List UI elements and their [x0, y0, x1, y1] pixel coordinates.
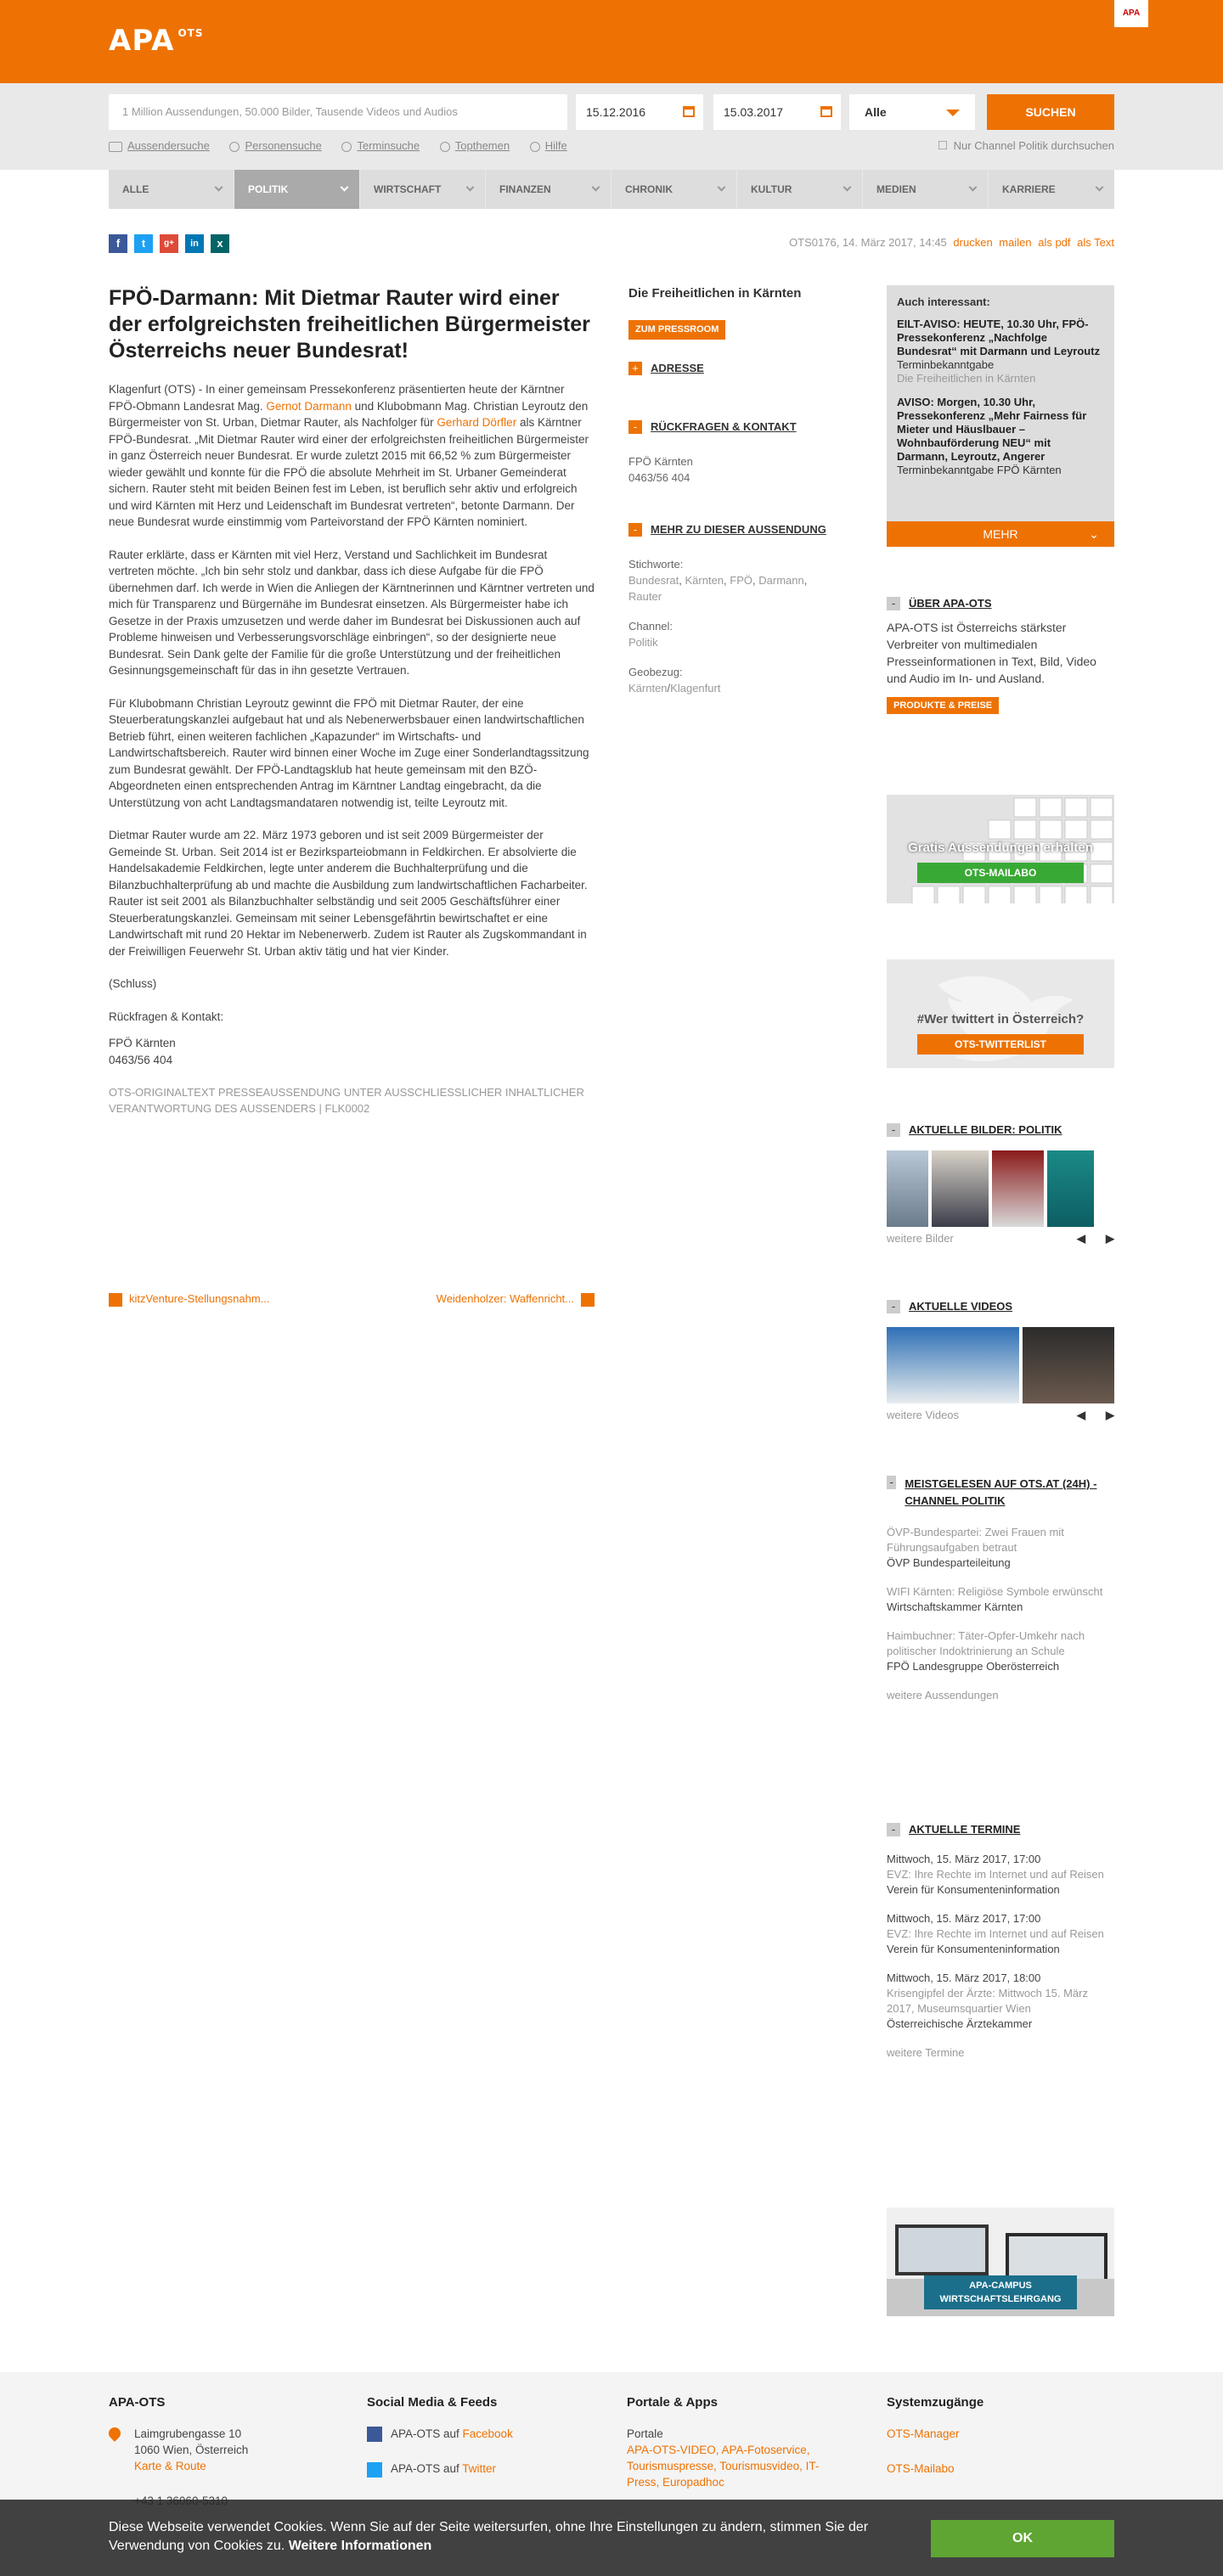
mailabo-text: Gratis Aussendungen erhalten — [908, 841, 1093, 855]
checkbox-icon[interactable] — [938, 141, 947, 149]
facebook-link[interactable]: Facebook — [462, 2427, 513, 2440]
ots-manager-link[interactable]: OTS-Manager — [887, 2427, 960, 2440]
mailabo-button[interactable]: OTS-MAILABO — [917, 863, 1084, 883]
article-closing: (Schluss) — [109, 977, 157, 990]
text-link[interactable]: als Text — [1077, 236, 1114, 249]
contact-heading: Rückfragen & Kontakt: — [109, 1010, 224, 1023]
pdf-link[interactable]: als pdf — [1038, 236, 1071, 249]
sender-info — [628, 285, 902, 696]
chevron-down-icon — [215, 183, 223, 192]
chevron-down-icon — [1096, 183, 1104, 192]
prev-article-link[interactable]: kitzVenture-Stellungsnahm... — [109, 1292, 269, 1307]
sender-title: Die Freiheitlichen in Kärnten — [628, 286, 802, 301]
arrow-right-icon[interactable]: ▶ — [1106, 1232, 1114, 1246]
minus-icon[interactable]: - — [887, 1300, 900, 1313]
article-title: FPÖ-Darmann: Mit Dietmar Rauter wird einer der erfolgreichsten freiheitlichen Bürgermeister Österreichs neuer Bundesrat! — [109, 286, 590, 363]
nav-item-alle[interactable]: ALLE — [109, 170, 234, 209]
events-section — [887, 1822, 1114, 2061]
thumbnail-image[interactable] — [932, 1150, 989, 1227]
search-input[interactable]: 1 Million Aussendungen, 50.000 Bilder, Tausende Videos und Audios — [109, 94, 567, 130]
video-thumbnails — [887, 1327, 1114, 1403]
thumbnail-image[interactable] — [992, 1150, 1044, 1227]
images-heading[interactable]: AKTUELLE BILDER: POLITIK — [909, 1123, 1062, 1136]
ots-id: OTS0176, 14. März 2017, 14:45 — [789, 236, 947, 249]
minus-icon[interactable]: - — [887, 1476, 896, 1489]
chevron-down-icon — [718, 183, 726, 192]
twitterlist-text: #Wer twittert in Österreich? — [916, 1012, 1085, 1026]
address-toggle[interactable]: ADRESSE — [651, 362, 704, 374]
article — [109, 285, 595, 1133]
date-search-link[interactable]: Terminsuche — [357, 139, 420, 152]
person-link-darmann[interactable]: Gernot Darmann — [266, 399, 352, 413]
chevron-down-icon — [466, 183, 475, 192]
chevron-down-icon — [843, 183, 852, 192]
campus-button[interactable]: APA-CAMPUS WIRTSCHAFTSLEHRGANG — [924, 2275, 1077, 2309]
most-read-list — [887, 1525, 1114, 1703]
article-paragraph: Für Klubobmann Christian Leyroutz gewinnt die FPÖ mit Dietmar Rauter, der eine Steuerberatungskanzlei aufgebaut hat und als Nebenerwerbsbauer einen landwirtschaftlichen Betrieb führt, einen weiteren fachlichen „Kapazunder“ im Wirtschafts- und Landwirtschaftsbereich. Rauter wird binnen einer Woche im Zuge einer Sonderlandtagssitzung zum Bundesrat gewählt. Der FPÖ-Landtagsklub hat heute gemeinsam mit den BZÖ-Abgeordneten einen entsprechenden Antrag im Kärntner Landtag eingebracht, da die Unterstützung von acht Landtagsmandataren notwendig ist, teilte Leyroutz mit. — [109, 696, 589, 809]
nav-item-karriere[interactable]: KARRIERE — [989, 170, 1114, 209]
article-paragraph: Klagenfurt (OTS) - In einer gemeinsam Pressekonferenz präsentierten heute der Kärntner FPÖ-Obmann Landesrat Mag. Gernot Darmann und Klubobmann Mag. Christian Leyroutz den Bürgermeister von St. Urban, Dietmar Rauter, als Nachfolger für Gerhard Dörfler als Kärntner FPÖ-Bundesrat. „Mit Dietmar Rauter wird einer der erfolgreichsten freiheitlichen Bürgermeister in ganz Österreich neuer Bundesrat. Er wurde zuletzt 2015 mit 66,52 % zum Bürgermeister wieder gewählt und konnte für die FPÖ die absolute Mehrheit im St. Urbaner Gemeinderat sichern. Rauter steht mit beiden Beinen fest im Leben, ist beruflich sehr aktiv und erfolgreich und wird Kärnten mit Herz und Leidenschaft im Bundesrat vertreten“, betonte Darmann. Der neue Bundesrat wurde einstimmig vom Parteivorstand der FPÖ Kärnten nominiert. — [109, 383, 589, 528]
arrow-left-icon — [109, 1293, 122, 1307]
map-link[interactable]: Karte & Route — [134, 2460, 206, 2472]
minus-icon[interactable]: - — [887, 1823, 900, 1836]
article-paragraph: Dietmar Rauter wurde am 22. März 1973 geboren und ist seit 2009 Bürgermeister der Gemeinde St. Urban. Seit 2014 ist er Bezirksparteiobmann in Feldkirchen. Er absolvierte die Handelsakademie Feldkirchen, legte unter anderem die Buchhalterprüfung und die Bilanzbuchhalterprüfung ab und machte die Ausbildung zum landwirtschaftlichen Facharbeiter. Rauter ist seit 2001 als Bilanzbuchhalter selbständig und seit 2005 Geschäftsführer einer Steuerberatungskanzlei. Gemeinsam mit seiner Lebensgefährtin bewirtschaftet er eine Landwirtschaft mit rund 20 Hektar im Nebenerwerb. Zudem ist Rauter als Zugskommandant in der Freiwilligen Feuerwehr St. Urban aktiv tätig und hat vier Kinder. — [109, 829, 588, 958]
nav-item-finanzen[interactable]: FINANZEN — [486, 170, 612, 209]
cookie-info-link[interactable]: Weitere Informationen — [288, 2539, 432, 2553]
more-videos-link[interactable]: weitere Videos — [887, 1409, 960, 1422]
article-paragraph: Rauter erklärte, dass er Kärnten mit viel Herz, Verstand und Sachlichkeit im Bundesrat vertreten möchte. „Ich bin sehr stolz und dankbar, dass ich diese Aufgabe für die FPÖ übernehmen darf. Ich werde in Wien die Anliegen der Kärntnerinnen und Kärntner vertreten und mich für Transparenz und Bürgernähe im Bundesrat einsetzen. Als Bürgermeister habe ich Gesetze in der Praxis umzusetzen und werde daher im Bundesrat bei Diskussionen auch auf Probleme hinweisen und Verbesserungsvorschläge einbringen“, so der designierte neue Bundesrat. Sein Dank gelte der Familie für die große Unterstützung und der freiheitlichen Gesinnungsgemeinschaft für das in ihn gesetzte Vertrauen. — [109, 548, 595, 677]
footer-col-portals: Portale & Apps Portale APA-OTS-VIDEO, APA-Fotoservice, Tourismuspresse, Tourismusvideo, IT-Press, Europadhoc — [627, 2395, 820, 2489]
tag-link[interactable]: Rauter — [628, 590, 662, 603]
contact-toggle[interactable]: RÜCKFRAGEN & KONTAKT — [651, 420, 797, 433]
chevron-down-icon: ⌄ — [1089, 527, 1099, 541]
sender-icon — [109, 142, 122, 152]
more-releases-link[interactable]: weitere Aussendungen — [887, 1689, 999, 1701]
nav-item-chronik[interactable]: CHRONIK — [612, 170, 737, 209]
date-from-field[interactable]: 15.12.2016 — [576, 94, 703, 130]
more-events-link[interactable]: weitere Termine — [887, 2046, 965, 2060]
also-interesting-box — [887, 285, 1114, 547]
image-thumbnails — [887, 1150, 1114, 1227]
twitter-icon[interactable]: t — [134, 234, 153, 253]
apa-ots-logo[interactable]: APA $^{OTS}$ — [109, 24, 204, 58]
event-link[interactable]: Krisengipfel der Ärzte: Mittwoch 15. März 2017, Museumsquartier Wien — [887, 1987, 1088, 2016]
nav-item-medien[interactable]: MEDIEN — [863, 170, 989, 209]
twitter-icon — [367, 2462, 382, 2478]
also-more-button[interactable]: MEHR ⌄ — [887, 521, 1114, 547]
tag-link[interactable]: Kärnten — [685, 574, 724, 587]
event-link[interactable]: EVZ: Ihre Rechte im Internet und auf Reisen — [887, 1927, 1104, 1941]
search-bar — [0, 83, 1223, 170]
list-item: Mittwoch, 15. März 2017, 17:00 EVZ: Ihre Rechte im Internet und auf Reisen Verein für Konsumenteninformation — [887, 1912, 1104, 1956]
keywords: Stichworte: Bundesrat, Kärnten, FPÖ, Darmann, Rauter — [628, 558, 808, 603]
person-search-link[interactable]: Personensuche — [245, 139, 322, 152]
location-icon — [106, 2425, 123, 2442]
globe-icon — [440, 142, 450, 152]
most-read-section — [887, 1476, 1114, 1703]
calendar-icon[interactable] — [820, 106, 832, 117]
thumbnail-image[interactable] — [1047, 1150, 1094, 1227]
most-read-link[interactable]: ÖVP-Bundespartei: Zwei Frauen mit Führungsaufgaben betraut — [887, 1526, 1064, 1554]
event-link[interactable]: EVZ: Ihre Rechte im Internet und auf Reisen — [887, 1868, 1104, 1881]
cookie-ok-button[interactable]: OK — [931, 2520, 1114, 2557]
linkedin-icon[interactable]: in — [185, 234, 204, 253]
chevron-down-icon — [969, 183, 978, 192]
arrow-right-icon — [581, 1293, 595, 1307]
more-images-link[interactable]: weitere Bilder — [887, 1232, 954, 1246]
chevron-down-icon — [341, 183, 349, 192]
google-plus-icon[interactable]: g+ — [160, 234, 178, 253]
also-item-source[interactable]: Die Freiheitlichen in Kärnten — [897, 372, 1036, 385]
print-link[interactable]: drucken — [953, 236, 993, 249]
thumbnail-image[interactable] — [887, 1150, 928, 1227]
nav-item-politik[interactable]: POLITIK — [234, 170, 360, 209]
person-link-doerfler[interactable]: Gerhard Dörfler — [437, 416, 517, 429]
arrow-left-icon[interactable]: ◀ — [1077, 1409, 1085, 1422]
cookie-text: Diese Webseite verwendet Cookies. Wenn Sie auf der Seite weitersurfen, ohne Ihre Einstellungen zu ändern, stimmen Sie der Verwendung von Cookies zu. Weitere Informationen — [109, 2520, 869, 2553]
portal-links[interactable]: APA-OTS-VIDEO, APA-Fotoservice, Tourismuspresse, Tourismusvideo, IT-Press, Europadhoc — [627, 2444, 820, 2489]
calendar-icon[interactable] — [683, 106, 695, 117]
article-meta — [789, 236, 1114, 249]
also-item-link[interactable]: EILT-AVISO: HEUTE, 10.30 Uhr, FPÖ-Pressekonferenz „Nachfolge Bundesrat“ mit Darmann und Leyroutz — [897, 318, 1101, 357]
category-select[interactable]: Alle — [849, 94, 975, 130]
more-toggle[interactable]: MEHR ZU DIESER AUSSENDUNG — [651, 523, 826, 536]
about-text: APA-OTS ist Österreichs stärkster Verbreiter von multimedialen Presseinformationen in Text, Bild, Video und Audio im In- und Ausland. — [887, 621, 1096, 686]
also-item-type: Terminbekanntgabe FPÖ Kärnten — [897, 464, 1062, 476]
nav-item-kultur[interactable]: KULTUR — [737, 170, 863, 209]
most-read-heading[interactable]: MEISTGELESEN AUF OTS.AT (24H) - CHANNEL POLITIK — [905, 1477, 1097, 1507]
contact-block: FPÖ Kärnten 0463/56 404 — [628, 455, 693, 484]
nav-item-wirtschaft[interactable]: WIRTSCHAFT — [360, 170, 486, 209]
facebook-icon — [367, 2427, 382, 2442]
about-section — [887, 596, 1114, 714]
list-item: ÖVP-Bundespartei: Zwei Frauen mit Führungsaufgaben betraut ÖVP Bundesparteileitung — [887, 1526, 1064, 1569]
videos-heading[interactable]: AKTUELLE VIDEOS — [909, 1300, 1013, 1313]
xing-icon[interactable]: x — [211, 234, 229, 253]
pressroom-button[interactable]: ZUM PRESSROOM — [628, 320, 725, 340]
tag-link[interactable]: Bundesrat — [628, 574, 679, 587]
person-icon — [229, 142, 240, 152]
chevron-down-icon — [592, 183, 600, 192]
events-list — [887, 1852, 1114, 2061]
list-item: WIFI Kärnten: Religiöse Symbole erwünscht Wirtschaftskammer Kärnten — [887, 1585, 1103, 1613]
geo-link[interactable]: Kärnten — [628, 682, 668, 695]
sender-search-link[interactable]: Aussendersuche — [127, 139, 210, 152]
also-item-link[interactable]: AVISO: Morgen, 10.30 Uhr, Pressekonferenz „Mehr Fairness für Mieter und Häuslbauer – Wohnbauförderung NEU“ mit Darmann, Leyroutz, Angerer — [897, 396, 1087, 463]
ots-mailabo-link[interactable]: OTS-Mailabo — [887, 2462, 955, 2475]
products-button[interactable]: PRODUKTE & PREISE — [887, 697, 999, 714]
footer-col-social: Social Media & Feeds APA-OTS auf Facebook APA-OTS auf Twitter — [367, 2394, 588, 2478]
geo-link[interactable]: Klagenfurt — [670, 682, 721, 695]
footer-col-apa: APA-OTS Laimgrubengasse 10 1060 Wien, Österreich Karte & Route — [109, 2394, 330, 2509]
arrow-left-icon[interactable]: ◀ — [1077, 1232, 1085, 1246]
channel-info: Channel: Politik — [628, 620, 673, 649]
minus-icon[interactable]: - — [628, 523, 642, 537]
chevron-down-icon — [946, 110, 960, 116]
video-thumbnail[interactable] — [887, 1327, 1019, 1403]
next-article-link[interactable]: Weidenholzer: Waffenricht... — [437, 1292, 595, 1307]
list-item: Mittwoch, 15. März 2017, 18:00 Krisengipfel der Ärzte: Mittwoch 15. März 2017, Museumsquartier Wien Österreichische Ärztekammer — [887, 1971, 1088, 2031]
most-read-link[interactable]: WIFI Kärnten: Religiöse Symbole erwünscht — [887, 1585, 1103, 1598]
plus-icon[interactable]: + — [628, 362, 642, 375]
search-button[interactable]: SUCHEN — [987, 94, 1114, 130]
help-link[interactable]: Hilfe — [544, 139, 567, 152]
also-title: Auch interessant: — [897, 295, 990, 308]
videos-section — [887, 1299, 1114, 1421]
clock-icon — [341, 142, 352, 152]
list-item: Haimbuchner: Täter-Opfer-Umkehr nach politischer Indoktrinierung an Schule FPÖ Landesgruppe Oberösterreich — [887, 1629, 1085, 1673]
footer-col-systems: Systemzugänge OTS-Manager OTS-Mailabo — [887, 2395, 984, 2475]
share-buttons — [109, 234, 229, 253]
campus-promo[interactable] — [887, 2208, 1114, 2316]
channel-link[interactable]: Politik — [628, 636, 658, 649]
minus-icon[interactable]: - — [887, 597, 900, 610]
minus-icon[interactable]: - — [628, 420, 642, 434]
twitterlist-button[interactable]: OTS-TWITTERLIST — [917, 1034, 1084, 1055]
about-heading[interactable]: ÜBER APA-OTS — [909, 597, 992, 610]
top-topics-link[interactable]: Topthemen — [454, 139, 510, 152]
mail-link[interactable]: mailen — [999, 236, 1032, 249]
video-thumbnail[interactable] — [1023, 1327, 1114, 1403]
geo-info: Geobezug: Kärnten/Klagenfurt — [628, 666, 721, 695]
tag-link[interactable]: FPÖ — [730, 574, 753, 587]
search-links — [109, 139, 584, 152]
twitter-link[interactable]: Twitter — [462, 2462, 497, 2476]
arrow-right-icon[interactable]: ▶ — [1106, 1409, 1114, 1422]
apa-corner-logo[interactable]: APA — [1114, 0, 1148, 27]
most-read-link[interactable]: Haimbuchner: Täter-Opfer-Umkehr nach politischer Indoktrinierung an Schule — [887, 1629, 1085, 1657]
cookie-banner — [0, 2500, 1223, 2576]
info-icon — [530, 142, 540, 152]
thumbnail-image[interactable] — [1097, 1150, 1114, 1227]
twitterlist-promo[interactable] — [887, 959, 1114, 1068]
channel-only-checkbox[interactable]: Nur Channel Politik durchsuchen — [938, 139, 1114, 152]
category-nav — [109, 170, 1114, 209]
also-item-type: Terminbekanntgabe — [897, 358, 995, 371]
minus-icon[interactable]: - — [887, 1123, 900, 1137]
events-heading[interactable]: AKTUELLE TERMINE — [909, 1823, 1021, 1836]
date-to-field[interactable]: 15.03.2017 — [713, 94, 841, 130]
images-section — [887, 1122, 1114, 1245]
tag-link[interactable]: Darmann — [758, 574, 804, 587]
list-item: Mittwoch, 15. März 2017, 17:00 EVZ: Ihre Rechte im Internet und auf Reisen Verein für Konsumenteninformation — [887, 1853, 1104, 1897]
facebook-icon[interactable]: f — [109, 234, 127, 253]
disclaimer: OTS-ORIGINALTEXT PRESSEAUSSENDUNG UNTER AUSSCHLIESSLICHER INHALTLICHER VERANTWORTUNG DES AUSSENDERS | FLK0002 — [109, 1086, 584, 1115]
mailabo-promo[interactable] — [887, 795, 1114, 903]
contact-details: FPÖ Kärnten 0463/56 404 — [109, 1037, 176, 1066]
site-header — [0, 0, 1223, 83]
